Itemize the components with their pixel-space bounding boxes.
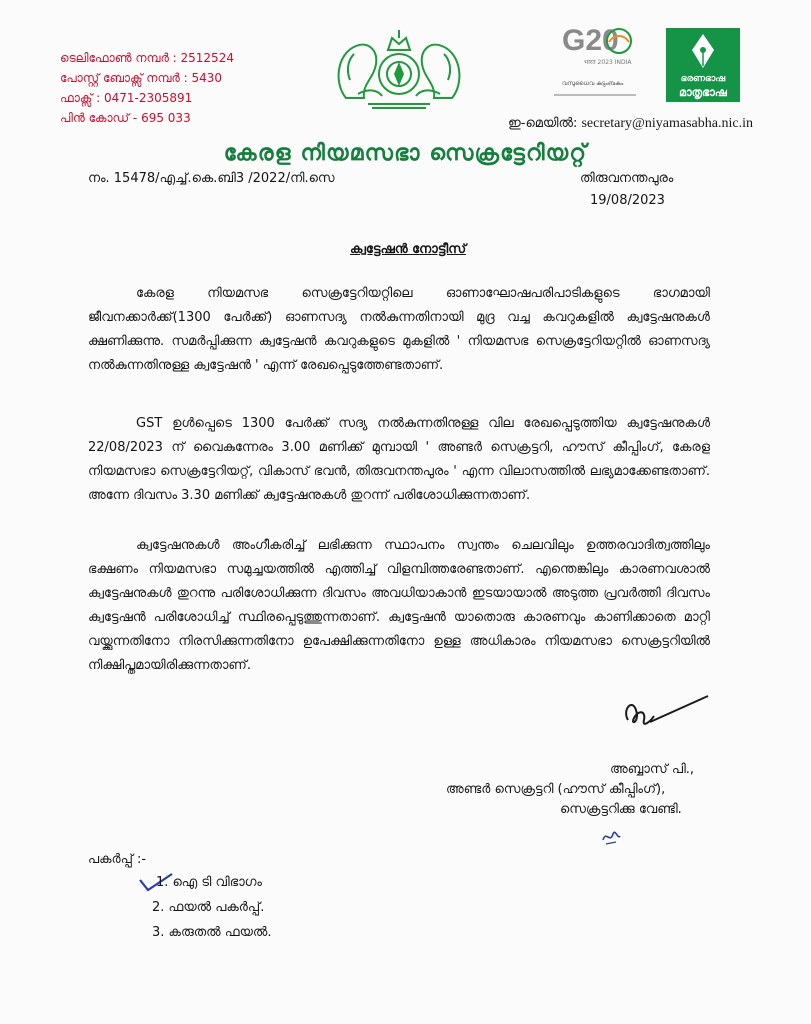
lotus-globe-icon [604, 26, 634, 56]
notice-subject: ക്വട്ടേഷൻ നോട്ടീസ് [350, 242, 467, 257]
org-title: കേരള നിയമസഭാ സെക്രട്ടേറിയറ്റ് [223, 141, 588, 166]
copy-item-1: 1. ഐ ടി വിഭാഗം [156, 875, 262, 890]
place-name: തിരുവനന്തപുരം [580, 171, 674, 186]
contact-po-box: പോസ്റ്റ് ബോക്സ് നമ്പർ : 5430 [60, 71, 223, 85]
g20-logo-text: G20 [562, 24, 619, 57]
contact-pin: പിൻ കോഡ് - 695 033 [60, 111, 191, 125]
copies-label: പകർപ്പ് :- [88, 852, 147, 867]
signatory-name: അബ്ബാസ് പി., [610, 762, 695, 777]
g20-logo [554, 24, 636, 108]
email-label: ഇ-മെയിൽ: [508, 116, 578, 131]
signatory-designation: അണ്ടർ സെക്രട്ടറി (ഹൗസ് കീപ്പിംഗ്), [446, 782, 666, 797]
body-paragraph-1 [88, 282, 710, 378]
body-paragraph-2-text: GST ഉൾപ്പെടെ 1300 പേർക്ക് സദ്യ നൽകുന്നതിനുള്ള വില രേഖപ്പെടുത്തിയ ക്വട്ടേഷനുകൾ 22/08/2023 ന് വൈകുന്നേരം 3.00 മണിക്ക് മുമ്പായി ' അണ്ടർ സെക്രട്ടറി, ഹൗസ് കീപ്പിംഗ്, കേരള നിയമസഭാ സെക്രട്ടേറിയറ്റ്, വികാസ് ഭവൻ, തിരുവനന്തപുരം ' എന്ന വിലാസത്തിൽ ലഭ്യമാക്കേണ്ടതാണ്. അന്നേ ദിവസം 3.30 മണിക്ക് ക്വട്ടേഷനുകൾ തുറന്ന് പരിശോധിക്കുന്നതാണ്. [88, 416, 710, 503]
pen-nib-icon [688, 32, 718, 70]
g20-logo-caption: വസുധൈവ കുടുംബകം [562, 80, 624, 87]
signature-mark [620, 692, 712, 738]
initial-mark [600, 826, 622, 848]
copy-item-3: 3. കരുതൽ ഫയൽ. [152, 925, 272, 940]
g20-logo-subtext: भारत 2023 INDIA [584, 59, 632, 66]
email-address: secretary@niyamasabha.nic.in [581, 116, 753, 131]
contact-fax: ഫാക്സ് : 0471-2305891 [60, 91, 193, 105]
bharanabhasha-line1: ഭരണഭാഷ [680, 74, 726, 84]
body-paragraph-3-text: ക്വട്ടേഷനുകൾ അംഗീകരിച്ച് ലഭിക്കുന്ന സ്ഥാപനം സ്വന്തം ചെലവിലും ഉത്തരവാദിത്വത്തിലും ഭക്ഷണം നിയമസഭാ സമുച്ചയത്തിൽ എത്തിച്ച് വിളമ്പിത്തരേണ്ടതാണ്. എന്തെങ്കിലും കാരണവശാൽ ക്വട്ടേഷനുകൾ തുറന്നു പരിശോധിക്കുന്ന ദിവസം അവധിയാകാൻ ഇടയായാൽ അടുത്ത പ്രവർത്തി ദിവസം ക്വട്ടേഷൻ പരിശോധിച്ച് സ്ഥിരപ്പെടുത്തുന്നതാണ്. ക്വട്ടേഷൻ യാതൊരു കാരണവും കാണിക്കാതെ മാറ്റി വയ്ക്കുന്നതിനോ നിരസിക്കുന്നതിനോ ഉപേക്ഷിക്കുന്നതിനോ ഉള്ള അധികാരം നിയമസഭാ സെക്രട്ടറിയിൽ നിക്ഷിപ്തമായിരിക്കുന്നതാണ്. [88, 538, 710, 673]
bharanabhasha-line2: മാതൃഭാഷ [679, 86, 727, 99]
email-line [508, 116, 753, 132]
body-paragraph-1-text: കേരള നിയമസഭ സെക്രട്ടേറിയറ്റിലെ ഓണാഘോഷപരിപാടികളുടെ ഭാഗമായി ജീവനക്കാർക്ക്(1300 പേർക്ക്) ഓണസദ്യ നൽകുന്നതിനായി മുദ്ര വച്ച കവറുകളിൽ ക്വട്ടേഷനുകൾ ക്ഷണിക്കുന്നു. സമർപ്പിക്കുന്ന ക്വട്ടേഷൻ കവറുകളുടെ മുകളിൽ ' നിയമസഭ സെക്രട്ടേറിയറ്റിൽ ഓണസദ്യ നൽകുന്നതിനുള്ള ക്വട്ടേഷൻ ' എന്ന് രേഖപ്പെടുത്തേണ്ടതാണ്. [88, 286, 710, 373]
body-paragraph-2 [88, 412, 710, 508]
body-paragraph-3 [88, 534, 710, 678]
g20-logo-rule [554, 94, 636, 96]
signatory-for: സെക്രട്ടറിക്കു വേണ്ടി. [560, 802, 682, 817]
bharanabhasha-logo [666, 28, 740, 102]
reference-number: നം. 15478/എച്ച്.കെ.ബി3 /2022/നി.സെ [88, 171, 335, 186]
kerala-emblem-icon [328, 24, 470, 112]
copy-item-2: 2. ഫയൽ പകർപ്പ്. [152, 900, 265, 915]
letter-date: 19/08/2023 [590, 193, 665, 208]
contact-phone: ടെലിഫോൺ നമ്പർ : 2512524 [60, 51, 234, 65]
